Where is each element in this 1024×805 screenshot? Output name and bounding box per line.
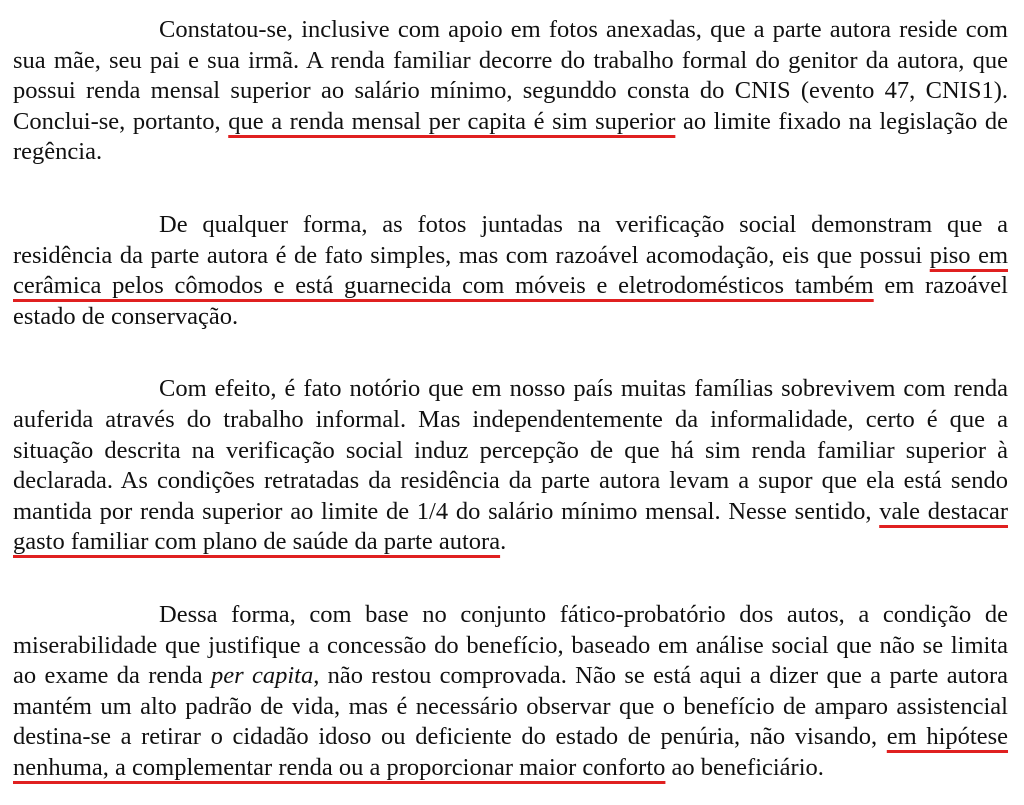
italic-term-per-capita: per capita bbox=[210, 662, 314, 690]
paragraph-4-text-end: ao beneficiário. bbox=[665, 753, 824, 781]
paragraph-1-text-end: ao limite fixado na legislação de regência. bbox=[13, 107, 1008, 166]
paragraph-4 bbox=[13, 600, 1008, 784]
document-page bbox=[13, 0, 1008, 783]
highlighted-phrase-1: que a renda mensal per capita é sim superior bbox=[228, 107, 676, 135]
highlighted-phrase-3: vale destacar gasto familiar com plano de saúde da parte autora bbox=[13, 497, 1008, 556]
highlighted-phrase-4: em hipótese nenhuma, a complementar renda ou a proporcionar maior conforto bbox=[13, 723, 1009, 781]
paragraph-1-text: Constatou-se, inclusive com apoio em fotos anexadas, que a parte autora reside com sua mãe, seu pai e sua irmã. A renda familiar decorre do trabalho formal do genitor da autora, que possui renda mensal superior ao salário mínimo, segunddo consta do CNIS (evento 47, CNIS1). Conclui-se, portanto, bbox=[13, 16, 1008, 135]
highlighted-phrase-2: piso em cerâmica pelos cômodos e está guarnecida com móveis e eletrodomésticos também bbox=[13, 241, 1009, 300]
paragraph-2-text-end: em razoável estado de conservação. bbox=[13, 272, 1008, 330]
paragraph-4-text: Dessa forma, com base no conjunto fático-probatório dos autos, a condição de miserabilidade que justifique a concessão do benefício, baseado em análise social que não se limita ao exame da renda bbox=[13, 600, 1008, 690]
paragraph-4-text-middle: , não restou comprovada. Não se está aqui a dizer que a parte autora mantém um alto padrão de vida, mas é necessário observar que o benefício de amparo assistencial destina-se a retirar o cidadão idoso ou deficiente do estado de penúria, não visando, bbox=[13, 662, 1008, 751]
paragraph-3-text-end: . bbox=[500, 528, 507, 556]
paragraph-2 bbox=[13, 210, 1008, 332]
paragraph-2-text: De qualquer forma, as fotos juntadas na verificação social demonstram que a residência da parte autora é de fato simples, mas com razoável acomodação, eis que possui bbox=[13, 210, 1008, 269]
paragraph-1 bbox=[13, 15, 1008, 168]
paragraph-3 bbox=[13, 374, 1008, 558]
paragraph-3-text: Com efeito, é fato notório que em nosso país muitas famílias sobrevivem com renda auferida através do trabalho informal. Mas independentemente da informalidade, certo é que a situação descrita na verificação social induz percepção de que há sim renda familiar superior à declarada. As condições retratadas da residência da parte autora levam a supor que ela está sendo mantida por renda superior ao limite de 1/4 do salário mínimo mensal. Nesse sentido, bbox=[13, 375, 1008, 525]
